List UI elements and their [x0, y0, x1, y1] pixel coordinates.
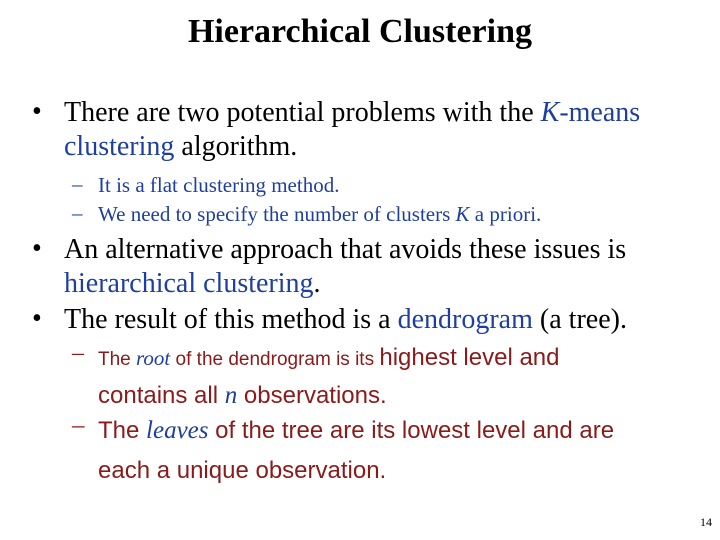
sub-bullet-3-n: n — [224, 382, 238, 409]
bullet-2-text — [64, 233, 694, 301]
bullet-3-part1: The result of this method is a — [64, 304, 398, 335]
sub-bullet-3-part5: observations. — [237, 382, 387, 409]
bullet-3-part3: (a tree). — [532, 304, 627, 335]
sub-bullet-3-text — [98, 340, 698, 416]
page-number: 14 — [700, 515, 712, 529]
bullet-marker: • — [32, 233, 42, 264]
bullet-3-text — [64, 303, 694, 337]
bullet-1-clustering: clustering — [64, 131, 175, 162]
bullet-marker: • — [32, 303, 42, 334]
dash-marker: – — [72, 172, 83, 196]
bullet-2-period: . — [313, 268, 321, 299]
bullet-1-text — [64, 96, 694, 164]
bullet-3-dendrogram: dendrogram — [397, 304, 533, 335]
sub-bullet-3-part4: contains all — [98, 382, 225, 409]
sub-bullet-3-root: root — [136, 346, 171, 370]
sub-bullet-1-text: It is a flat clustering method. — [98, 173, 340, 197]
slide-title: Hierarchical Clustering — [187, 13, 533, 50]
bullet-1-k: K — [540, 97, 560, 128]
bullet-2-hierarchical-clustering: hierarchical clustering — [64, 268, 314, 299]
sub-bullet-3-part2: of the dendrogram is its — [170, 349, 380, 370]
bullet-1-part4: algorithm. — [174, 131, 298, 162]
sub-bullet-4-part3: each a unique observation. — [98, 457, 387, 484]
sub-bullet-2-part2: a priori. — [469, 202, 542, 226]
sub-bullet-3-part1: The — [98, 349, 137, 370]
bullet-2-part1: An alternative approach that avoids these issues is — [64, 234, 627, 265]
bullet-marker: • — [32, 96, 42, 127]
sub-bullet-4-text — [98, 412, 698, 492]
sub-bullet-2-text — [98, 201, 541, 227]
sub-bullet-4-leaves: leaves — [146, 417, 209, 444]
dash-marker: – — [72, 412, 85, 439]
bullet-1-part1: There are two potential problems with the — [64, 97, 541, 128]
sub-bullet-4-part1: The — [98, 417, 147, 444]
dash-marker: – — [72, 201, 83, 225]
sub-bullet-2-k: K — [455, 202, 470, 226]
sub-bullet-4-part2: of the tree are its lowest level and are — [208, 417, 615, 444]
sub-bullet-3-part3: highest level and — [379, 344, 560, 371]
sub-bullet-2-part1: We need to specify the number of clusters — [98, 202, 456, 226]
bullet-1-means: -means — [559, 97, 641, 128]
dash-marker: – — [72, 340, 84, 366]
